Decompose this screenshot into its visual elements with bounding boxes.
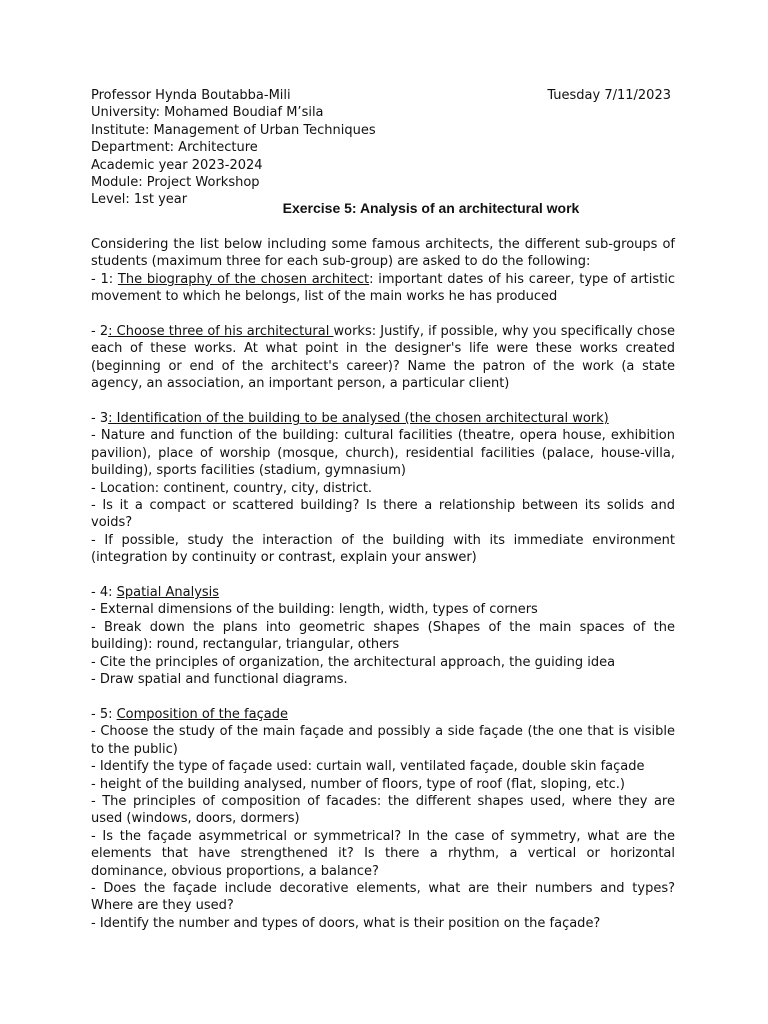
module-line: Module: Project Workshop: [91, 175, 260, 191]
section-5-item: - Identify the type of façade used: curtain wall, ventilated façade, double skin façade: [91, 759, 645, 775]
section-5-heading: Composition of the façade: [116, 706, 288, 722]
university-line: University: Mohamed Boudiaf M’sila: [91, 105, 324, 121]
department-line: Department: Architecture: [91, 140, 258, 156]
section-4-title: [91, 584, 675, 601]
document-header: [91, 87, 676, 209]
section-3-title: [91, 410, 675, 427]
section-3-item: - Nature and function of the building: cultural facilities (theatre, opera house, exhibition pavilion), place of worship (mosque, church), residential facilities (palace, house-villa, building), sports facilities (stadium, gymnasium): [91, 428, 675, 479]
section-2-heading: : Choose three of his architectural: [108, 324, 334, 340]
intro-paragraph: Considering the list below including some famous architects, the different sub-groups of students (maximum three for each sub-group) are asked to do the following:: [91, 237, 675, 270]
section-4-prefix: - 4:: [91, 585, 117, 601]
section-3-item: - If possible, study the interaction of the building with its immediate environment (integration by continuity or contrast, explain your answer): [91, 532, 675, 566]
section-5-title: [91, 706, 675, 723]
section-5-item: - Identify the number and types of doors, what is their position on the façade?: [91, 915, 601, 931]
exercise-title: Exercise 5: Analysis of an architectural work: [282, 200, 580, 216]
section-3-heading: : Identification of the building to be analysed (the chosen architectural work): [108, 411, 609, 427]
section-5-item: - Does the façade include decorative elements, what are their numbers and types? Where are they used?: [91, 880, 675, 914]
section-2: [91, 323, 675, 393]
professor-name: Professor Hynda Boutabba-Mili: [91, 88, 291, 103]
section-4-item: - External dimensions of the building: length, width, types of corners: [91, 602, 538, 618]
spacer: [91, 306, 675, 323]
spacer: [91, 689, 675, 706]
section-4-item: - Draw spatial and functional diagrams.: [91, 672, 348, 688]
section-1: [91, 271, 675, 306]
document-body: [91, 236, 675, 932]
level-line: Level: 1st year: [91, 192, 188, 208]
section-1-heading: The biography of the chosen architect: [117, 271, 370, 287]
section-5-item: - height of the building analysed, number of floors, type of roof (flat, sloping, etc.): [91, 776, 626, 792]
section-5-item: - Is the façade asymmetrical or symmetrical? In the case of symmetry, what are the elements that have strengthened it? Is there a rhythm, a vertical or horizontal dominance, obvious proportions, a balance?: [91, 828, 675, 879]
section-5-item: - Choose the study of the main façade and possibly a side façade (the one that is visible to the public): [91, 724, 675, 757]
section-4-item: - Cite the principles of organization, the architectural approach, the guiding idea: [91, 654, 616, 670]
section-5-item: - The principles of composition of facades: the different shapes used, where they are used (windows, doors, dormers): [91, 793, 675, 827]
section-2-text: works: Justify, if possible, why you specifically chose each of these works. At what point in the designer's life were these works created (beginning or end of the architect's career)? Name the patron of the work (a state agency, an association, an important person, a particular client): [91, 324, 675, 392]
section-3-prefix: - 3: [91, 411, 109, 427]
academic-year-line: Academic year 2023-2024: [91, 157, 263, 173]
section-4-heading: Spatial Analysis: [116, 585, 220, 601]
section-5-prefix: - 5:: [91, 706, 117, 722]
institute-line: Institute: Management of Urban Techniques: [91, 122, 376, 138]
spacer: [91, 393, 675, 410]
spacer: [91, 567, 675, 584]
section-2-prefix: - 2: [91, 324, 109, 340]
section-1-text: : important dates of his career, type of artistic movement to which he belongs, list of the main works he has produced: [91, 271, 675, 305]
document-date: Tuesday 7/11/2023: [547, 88, 671, 103]
section-3-item: - Location: continent, country, city, district.: [91, 480, 373, 496]
section-4-item: - Break down the plans into geometric shapes (Shapes of the main spaces of the building): round, rectangular, triangular, others: [91, 619, 675, 653]
section-3-item: - Is it a compact or scattered building? Is there a relationship between its solids and voids?: [91, 498, 675, 531]
section-1-prefix: - 1:: [91, 271, 118, 287]
